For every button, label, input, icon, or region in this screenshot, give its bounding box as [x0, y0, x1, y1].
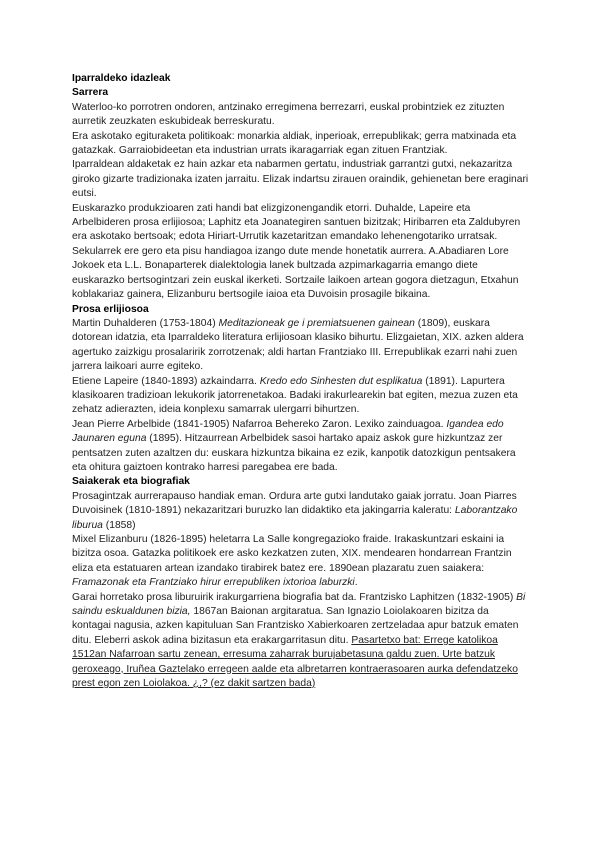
paragraph	[72, 158, 530, 201]
text-run: 1867an Baionan argitaratua. San Ignazio Loiolakoaren bizitza da kontagai nagusia, azken kapituluan San Frantzisko Xabierkoaren zertzeladaa apur batzuk ematen ditu. Eleberri askok adina bizitasun eta erakargarritasun ditu.	[72, 606, 519, 646]
paragraph	[72, 533, 530, 591]
text-run: Martin Duhalderen (1753-1804)	[72, 317, 219, 329]
paragraph	[72, 317, 530, 375]
paragraph	[72, 591, 530, 692]
paragraph	[72, 130, 530, 159]
italic-title: Meditazioneak ge i premiatsuenen gainean	[218, 317, 415, 329]
text-run: .	[354, 577, 358, 589]
text-run: Iparraldean aldaketak ez hain azkar eta nabarmen gertatu, industriak garrantzi gutxi, nekazaritza giroko gizarte tradizionaka izaten jarraitu. Elizak indartsu zirauen oraindik, gehienetan bere eraginari eutsi.	[72, 159, 529, 200]
text-run: (1891). Lapurtera klasikoaren tradizioan lekukorik jatorrenetakoa. Badaki irakurlearekin bat egiten, mezua zuzen eta zehatz adierazten, ideia konplexu samarrak ulergarri bihurtzen.	[72, 375, 518, 416]
text-run: Euskarazko produkzioaren zati handi bat elizgizonengandik etorri. Duhalde, Lapeire eta Arbelbideren prosa erlijiosoa; Laphitz eta Joanategiren santuen bizitzak; Hiribarren eta Zaldubyren era askotako bertsoak; edota Hiriart-Urrutik kazetaritzan emandako lehenengotariko urratsak.	[72, 202, 521, 243]
italic-title: Laborantzako liburua	[72, 505, 518, 531]
text-run: Garai horretako prosa liburuirik irakurgarriena biografia bat da. Frantzisko Laphitzen (1832-1905)	[72, 591, 517, 603]
italic-title: Framazonak eta Frantziako hirur errepubliken ixtorioa laburzki	[72, 577, 355, 589]
text-run: (1809), euskara dotorean idatzia, eta Iparraldeko literatura erlijiosoan klasiko bihurtu. Elizgaietan, XIX. azken aldera agertuko zaizkigu prosalaririk zorrotzenak; aldi hartan Frantziako III. Errepublikak ezarri nahi zuen jarrera laikoari aurre egiteko.	[72, 317, 524, 373]
italic-title: Bi saindu eskualdunen bizia,	[72, 591, 526, 618]
italic-title: Igandea edo Jaunaren eguna	[72, 418, 504, 445]
paragraph	[72, 202, 530, 245]
document-title: Iparraldeko idazleak	[72, 73, 171, 84]
text-run: (1858)	[102, 519, 136, 531]
text-run: Prosagintzak aurrerapauso handiak eman. Ordura arte gutxi landutako gaiak jorratu. Joan Piarres Duvoisinek (1810-1891) nekazaritzari buruzko lan didaktiko eta jakingarria kaleratu:	[72, 490, 517, 517]
paragraph	[72, 375, 530, 418]
text-run: Sekularrek ere gero eta pisu handiagoa izango dute mende honetatik aurrera. A.Abadiaren Lore Jokoek eta L.L. Bonaparterek dialektologia lanek bultzada azpimarkagarria emango diete euskarazko bertsogintzari zein euskal ikerketi. Sortzaile laikoen artean gogora dietzagun, Etxahun koblakariaz gainera, Elizanburu bertsogile iaioa eta Duvoisin prosagile bikaina.	[72, 245, 519, 301]
section-heading: Prosa erlijiosoa	[72, 303, 149, 315]
paragraph	[72, 490, 530, 533]
text-run: Mixel Elizanburu (1826-1895) heletarra La Salle kongregazioko fraide. Irakaskuntzari eskaini ia bizitza osoa. Gatazka politikoek ere asko kezkatzen zuten, XIX. mendearen hondarrean Frantzin eliza eta estatuaren artean izandako tirabirek batez ere. 1890ean plazaratu zuen saiakera:	[72, 534, 512, 574]
text-run: (1895). Hitzaurrean Arbelbidek sasoi hartako apaiz askok gure hizkuntzaz zer pentsatzen zuten azaltzen du: euskara hizkuntza bikaina ez ezik, kanpotik datozkigun pentsakera eta ohitura gaiztoen kontrako harresi paregabea ere bada.	[72, 433, 516, 473]
document-page	[72, 72, 530, 691]
paragraph	[72, 418, 530, 476]
text-run: Jean Pierre Arbelbide (1841-1905) Nafarroa Behereko Zaron. Lexiko zainduagoa.	[72, 418, 447, 430]
text-run: Waterloo-ko porrotren ondoren, antzinako erregimena berrezarri, euskal probintziek ez zituzten aurretik zeuzkaten eskubideak berreskuratu.	[72, 101, 505, 128]
paragraph	[72, 245, 530, 303]
section-heading: Saiakerak eta biografiak	[72, 476, 190, 488]
section-heading: Sarrera	[72, 87, 109, 99]
italic-title: Kredo edo Sinhesten dut esplikatua	[259, 375, 423, 387]
underlined-text: Pasartetxo bat: Errege katolikoa 1512an Nafarroan sartu zenean, erresuma zaharrak burujabetasuna galdu zuen. Urte batzuk geroxeago, Iruñea Gaztelako erregeen aalde eta albretarren kontraerasoaren aurka defendatzeko prest egon zen Loiolakoa. ¿,? (ez dakit sartzen bada)	[72, 634, 518, 690]
text-run: Era askotako egituraketa politikoak: monarkia aldiak, inperioak, errepublikak; gerra matxinada eta gatazkak. Garraiobideetan eta industrian urrats ikaragarriak egan zituen Frantziak.	[72, 130, 517, 157]
text-run: Etiene Lapeire (1840-1893) azkaindarra.	[72, 375, 260, 387]
paragraph	[72, 101, 530, 130]
